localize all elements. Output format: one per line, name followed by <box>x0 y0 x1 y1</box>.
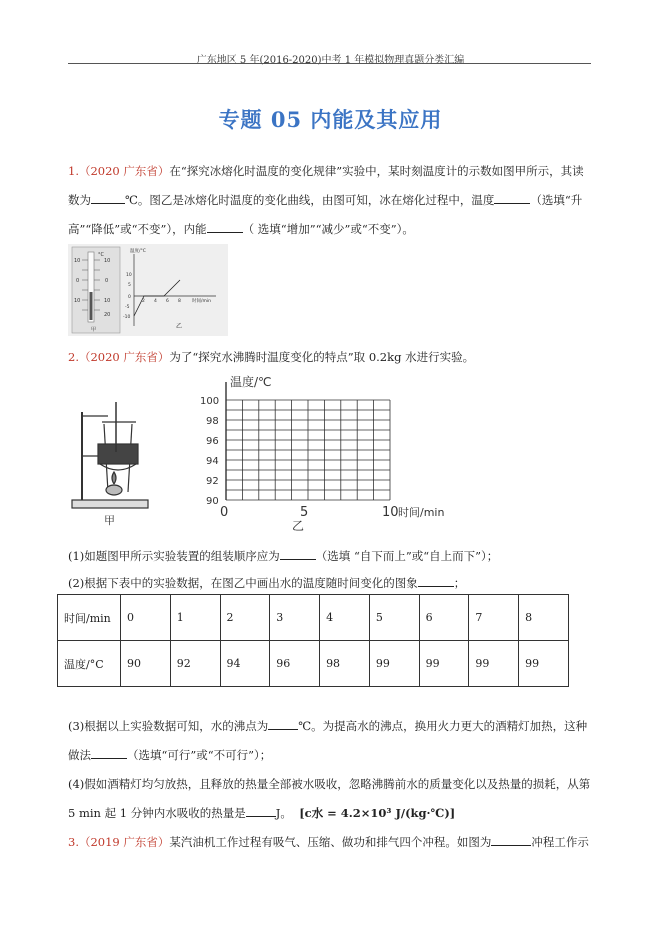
q2-blank-graph[interactable] <box>418 574 454 587</box>
q3-blank-stroke[interactable] <box>491 833 531 846</box>
table-cell: 时间/min <box>58 595 121 641</box>
grid-ytick: 100 <box>200 396 220 407</box>
grid-xtick: 5 <box>300 505 309 520</box>
thermo-label: 20 <box>104 312 111 318</box>
q1-line2 <box>68 186 596 215</box>
page-title: 专题 05 内能及其应用 <box>218 107 443 132</box>
thermo-label: 10 <box>104 258 111 264</box>
page-header: 广东地区 5 年(2016-2020)中考 1 年模拟物理真题分类汇编 <box>196 55 465 66</box>
grid-ytick: 96 <box>206 436 219 447</box>
q1-blank-reading[interactable] <box>91 191 125 204</box>
table-cell: 0 <box>121 595 171 641</box>
q2-figure <box>68 372 478 534</box>
q2-sub4-line2 <box>68 799 596 828</box>
q2-sub2-text-a: (2)根据下表中的实验数据，在图乙中画出水的温度随时间变化的图象 <box>68 576 418 590</box>
grid-ytick: 98 <box>206 416 219 427</box>
thermo-label: 0 <box>76 278 80 284</box>
q2-sub3-text-a: (3)根据以上实验数据可知，水的沸点为 <box>68 719 269 733</box>
q2-sub1-text-b: （选填 “自下而上”或“自上而下”）； <box>315 549 499 563</box>
table-cell: 3 <box>270 595 320 641</box>
q2-blank-heat[interactable] <box>246 804 276 817</box>
header-divider <box>68 63 591 64</box>
grid-ylabel: 温度/℃ <box>230 375 272 389</box>
thermometer-liquid <box>90 292 93 320</box>
table-cell: 98 <box>320 641 370 687</box>
q2-number: 2. <box>68 350 79 364</box>
q2-blank-feasible[interactable] <box>91 746 127 759</box>
temperature-grid <box>226 382 390 500</box>
q1-text-1: 在“探究冰熔化时温度的变化规律”实验中，某时刻温度计的示数如图甲所示，其读 <box>169 164 584 178</box>
table-cell: 99 <box>469 641 519 687</box>
q2-sub4-text-a: (4)假如酒精灯均匀放热，且释放的热量全部被水吸收，忽略沸腾前水的质量变化以及热量的损耗，从第 <box>68 777 591 791</box>
q1-text-2a: 数为 <box>68 193 91 207</box>
graph-xtick: 6 <box>166 299 169 304</box>
grid-ytick: 92 <box>206 476 219 487</box>
table-cell: 4 <box>320 595 370 641</box>
q1-text-2c: （选填“升 <box>530 193 583 207</box>
graph-ytick: 0 <box>128 295 131 300</box>
q3-number: 3. <box>68 835 79 849</box>
q2-sub2-text-b: ； <box>453 576 466 590</box>
table-row <box>58 641 569 687</box>
q1-blank-temperature[interactable] <box>494 191 530 204</box>
q1-source: （2020 广东省） <box>78 164 170 178</box>
q1-number: 1. <box>68 164 79 178</box>
q2-sub4-text-b: 5 min 起 1 分钟内水吸收的热量是 <box>68 806 246 820</box>
graph-xtick: 2 <box>142 299 145 304</box>
thermo-label: 10 <box>104 298 111 304</box>
q2-sub3-text-c: 做法 <box>68 748 91 762</box>
table-cell: 温度/°C <box>58 641 121 687</box>
graph-ytick: 5 <box>128 283 131 288</box>
table-row <box>58 595 569 641</box>
table-cell: 8 <box>519 595 569 641</box>
table-cell: 99 <box>519 641 569 687</box>
table-cell: 99 <box>419 641 469 687</box>
q2-blank-order[interactable] <box>280 547 316 560</box>
grid-caption: 乙 <box>292 519 305 533</box>
thermo-caption: 甲 <box>91 327 97 333</box>
q2-sub1 <box>68 542 596 571</box>
table-cell: 7 <box>469 595 519 641</box>
grid-ytick: 90 <box>206 496 219 507</box>
table-cell: 94 <box>220 641 270 687</box>
q1-text-3b: （ 选填“增加”“减少”或“不变”）。 <box>242 222 414 236</box>
graph-xtick: 8 <box>178 299 181 304</box>
grid-ytick: 94 <box>206 456 219 467</box>
boiling-apparatus <box>72 402 148 508</box>
q1-blank-internal-energy[interactable] <box>207 220 243 233</box>
q2-text-1: 为了“探究水沸腾时温度变化的特点”取 0.2kg 水进行实验。 <box>169 350 475 364</box>
thermo-label: 10 <box>74 298 81 304</box>
table-cell: 90 <box>121 641 171 687</box>
table-cell: 2 <box>220 595 270 641</box>
q2-sub3 <box>68 712 596 857</box>
specific-heat-formula: [c水 = 4.2×10³ J/(kg·℃)] <box>299 806 456 820</box>
q2-blank-boiling-point[interactable] <box>268 717 298 730</box>
table-cell: 5 <box>369 595 419 641</box>
q3-text-a: 某汽油机工作过程有吸气、压缩、做功和排气四个冲程。如图为 <box>169 835 492 849</box>
question-2 <box>68 343 596 372</box>
graph-ytick: -5 <box>125 305 130 310</box>
graph-xtick: 4 <box>154 299 157 304</box>
q2-sub3-text-b: ℃。为提高水的沸点，换用火力更大的酒精灯加热，这种 <box>298 719 588 733</box>
grid-xtick: 10 <box>382 505 399 520</box>
apparatus-caption: 甲 <box>104 514 115 527</box>
q2-sub3-line2 <box>68 741 596 770</box>
question-3 <box>68 828 596 857</box>
q1-line3 <box>68 215 596 244</box>
table-cell: 92 <box>170 641 220 687</box>
graph-xlabel: 时间/min <box>192 299 212 304</box>
graph-caption: 乙 <box>176 323 183 330</box>
data-table <box>57 594 569 687</box>
q2-sub3-text-d: （选填“可行”或“不可行”）； <box>127 748 272 762</box>
q2-sub3-line1 <box>68 712 596 741</box>
table-cell: 1 <box>170 595 220 641</box>
thermo-label: 10 <box>74 258 81 264</box>
grid-xtick: 0 <box>220 505 229 520</box>
q1-text-3a: 高”“降低”或“不变”），内能 <box>68 222 207 236</box>
graph-ylabel: 温度/°C <box>130 249 146 254</box>
q1-figure <box>68 244 228 336</box>
q1-text-2b: ℃。图乙是冰熔化时温度的变化曲线，由图可知，冰在熔化过程中，温度 <box>125 193 495 207</box>
table-cell: 99 <box>369 641 419 687</box>
q2-source: （2020 广东省） <box>78 350 170 364</box>
thermo-label: 0 <box>105 278 109 284</box>
question-1 <box>68 157 596 244</box>
table-cell: 6 <box>419 595 469 641</box>
q2-sub4-text-c: J。 <box>275 806 292 820</box>
graph-ytick: -10 <box>123 315 131 320</box>
graph-ytick: 10 <box>126 273 132 278</box>
q3-source: （2019 广东省） <box>78 835 170 849</box>
table-cell: 96 <box>270 641 320 687</box>
q1-line1 <box>68 157 596 186</box>
q3-text-b: 冲程工作示 <box>531 835 589 849</box>
q2-sub4-line1 <box>68 770 596 799</box>
grid-xlabel: 时间/min <box>398 506 445 519</box>
q2-sub1-text-a: (1)如题图甲所示实验装置的组装顺序应为 <box>68 549 280 563</box>
thermo-unit: °C <box>98 252 104 258</box>
